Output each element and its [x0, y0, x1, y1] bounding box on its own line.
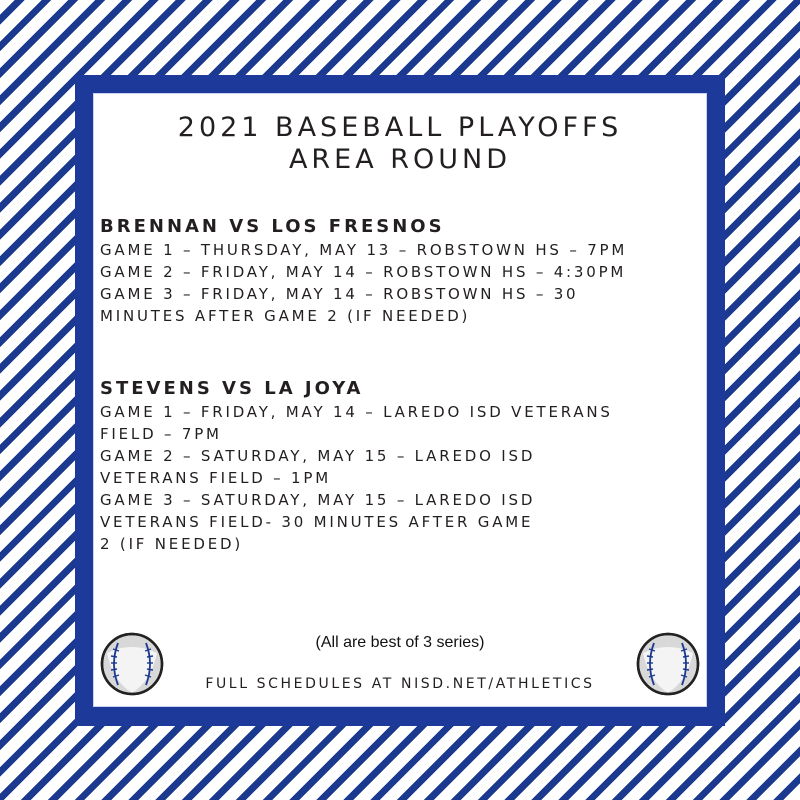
series-note: (All are best of 3 series)	[315, 634, 485, 651]
series-block-brennan	[100, 215, 700, 327]
schedule-card	[94, 94, 706, 706]
game-line: MINUTES AFTER GAME 2 (IF NEEDED)	[100, 307, 471, 325]
series-block-stevens	[100, 377, 700, 555]
game-line: GAME 3 – SATURDAY, MAY 15 – LAREDO ISD	[100, 491, 536, 509]
game-line: GAME 3 – FRIDAY, MAY 14 – ROBSTOWN HS – 30	[100, 285, 579, 303]
game-line: 2 (IF NEEDED)	[100, 535, 243, 553]
page-title-line-2: AREA ROUND	[288, 144, 512, 175]
game-line: GAME 2 – FRIDAY, MAY 14 – ROBSTOWN HS – 4:30PM	[100, 263, 627, 281]
baseball-icon	[99, 631, 165, 697]
game-line: GAME 1 – FRIDAY, MAY 14 – LAREDO ISD VETERANS	[100, 403, 613, 421]
game-line: FIELD – 7PM	[100, 425, 222, 443]
game-line: GAME 2 – SATURDAY, MAY 15 – LAREDO ISD	[100, 447, 536, 465]
series-heading: BRENNAN VS LOS FRESNOS	[100, 216, 445, 237]
footer-link-text: FULL SCHEDULES AT NISD.NET/ATHLETICS	[205, 676, 595, 692]
baseball-icon	[635, 631, 701, 697]
game-line: VETERANS FIELD – 1PM	[100, 469, 331, 487]
page-title-line-1: 2021 BASEBALL PLAYOFFS	[177, 112, 623, 143]
series-heading: STEVENS VS LA JOYA	[100, 378, 364, 399]
game-line: VETERANS FIELD- 30 MINUTES AFTER GAME	[100, 513, 534, 531]
game-line: GAME 1 – THURSDAY, MAY 13 – ROBSTOWN HS – 7PM	[100, 241, 628, 259]
